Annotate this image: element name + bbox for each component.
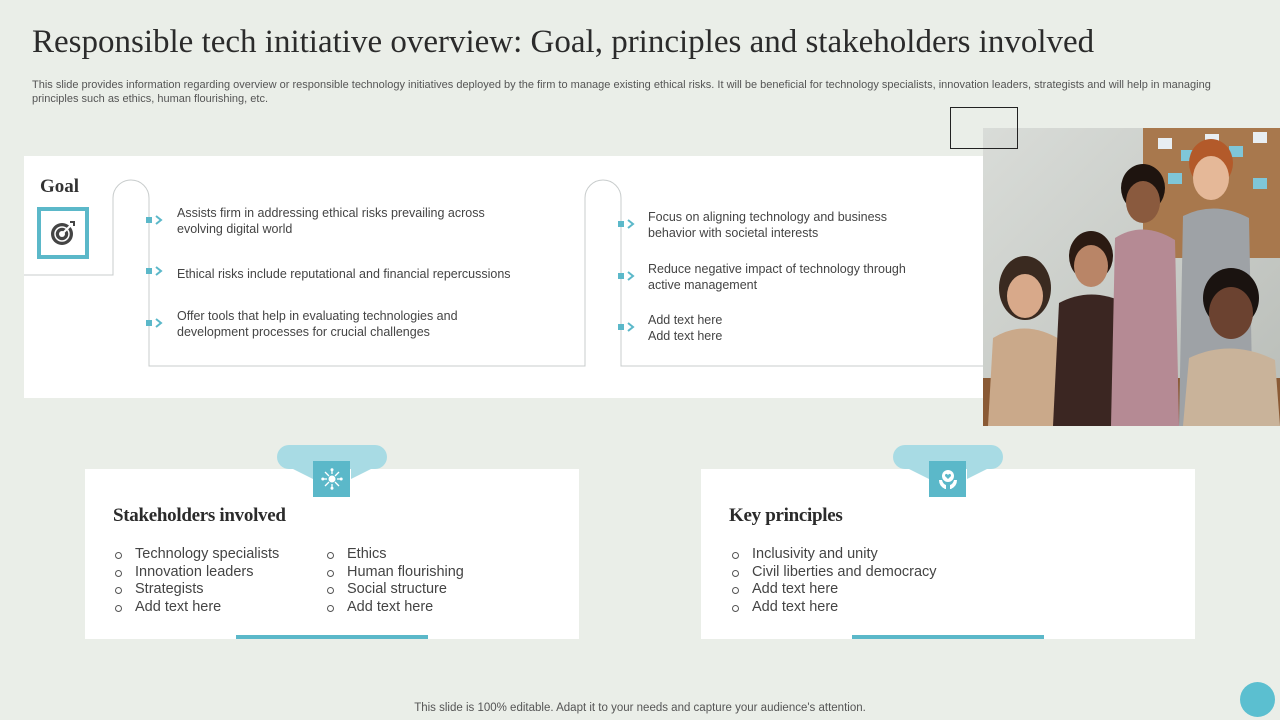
card-accent-bar	[236, 635, 428, 639]
arrow-bullet-icon	[146, 215, 166, 225]
goal-left-bullet-1: Assists firm in addressing ethical risks prevailing across evolving digital world	[177, 206, 485, 236]
page-title: Responsible tech initiative overview: Goal, principles and stakeholders involved	[32, 24, 1095, 60]
list-item: Ethics	[325, 546, 464, 564]
principles-list	[730, 546, 937, 617]
selection-box[interactable]	[950, 107, 1018, 149]
goal-right-bullet-3: Add text here Add text here	[648, 313, 723, 343]
footer-note: This slide is 100% editable. Adapt it to your needs and capture your audience's attention.	[414, 702, 866, 714]
goal-left-bullet-3: Offer tools that help in evaluating technologies and development processes for crucial challenges	[177, 309, 458, 339]
list-item: Technology specialists	[113, 546, 279, 564]
list-item: Add text here	[730, 581, 937, 599]
arrow-bullet-icon	[146, 266, 166, 276]
hands-heart-icon	[929, 461, 966, 497]
goal-icon-frame	[37, 207, 89, 259]
card-accent-bar	[852, 635, 1044, 639]
list-item: Civil liberties and democracy	[730, 564, 937, 582]
page-description: This slide provides information regarding overview or responsible technology initiatives deployed by the firm to manage existing ethical risks. It will be beneficial for technology specialists, innovation leaders, strategists and will help in managing principles such as ethics, human flourishing, etc.	[32, 79, 1211, 105]
list-item: Human flourishing	[325, 564, 464, 582]
principles-title: Key principles	[729, 505, 843, 526]
list-item: Add text here	[730, 599, 937, 617]
stakeholders-list-col1	[113, 546, 279, 617]
goal-label: Goal	[40, 176, 80, 197]
target-icon	[41, 211, 85, 255]
arrow-bullet-icon	[618, 322, 638, 332]
arrow-bullet-icon	[146, 318, 166, 328]
stakeholders-title: Stakeholders involved	[113, 505, 286, 526]
list-item: Strategists	[113, 581, 279, 599]
goal-right-bullet-1: Focus on aligning technology and business behavior with societal interests	[648, 210, 888, 240]
network-icon	[313, 461, 350, 497]
arrow-bullet-icon	[618, 219, 638, 229]
team-photo	[983, 128, 1280, 426]
goal-left-bullet-2: Ethical risks include reputational and financial repercussions	[177, 267, 511, 281]
list-item: Add text here	[113, 599, 279, 617]
goal-right-bullet-2: Reduce negative impact of technology through active management	[648, 262, 906, 292]
list-item: Innovation leaders	[113, 564, 279, 582]
stakeholders-list-col2	[325, 546, 464, 617]
corner-decoration	[1240, 682, 1275, 717]
list-item: Add text here	[325, 599, 464, 617]
list-item: Social structure	[325, 581, 464, 599]
list-item: Inclusivity and unity	[730, 546, 937, 564]
arrow-bullet-icon	[618, 271, 638, 281]
